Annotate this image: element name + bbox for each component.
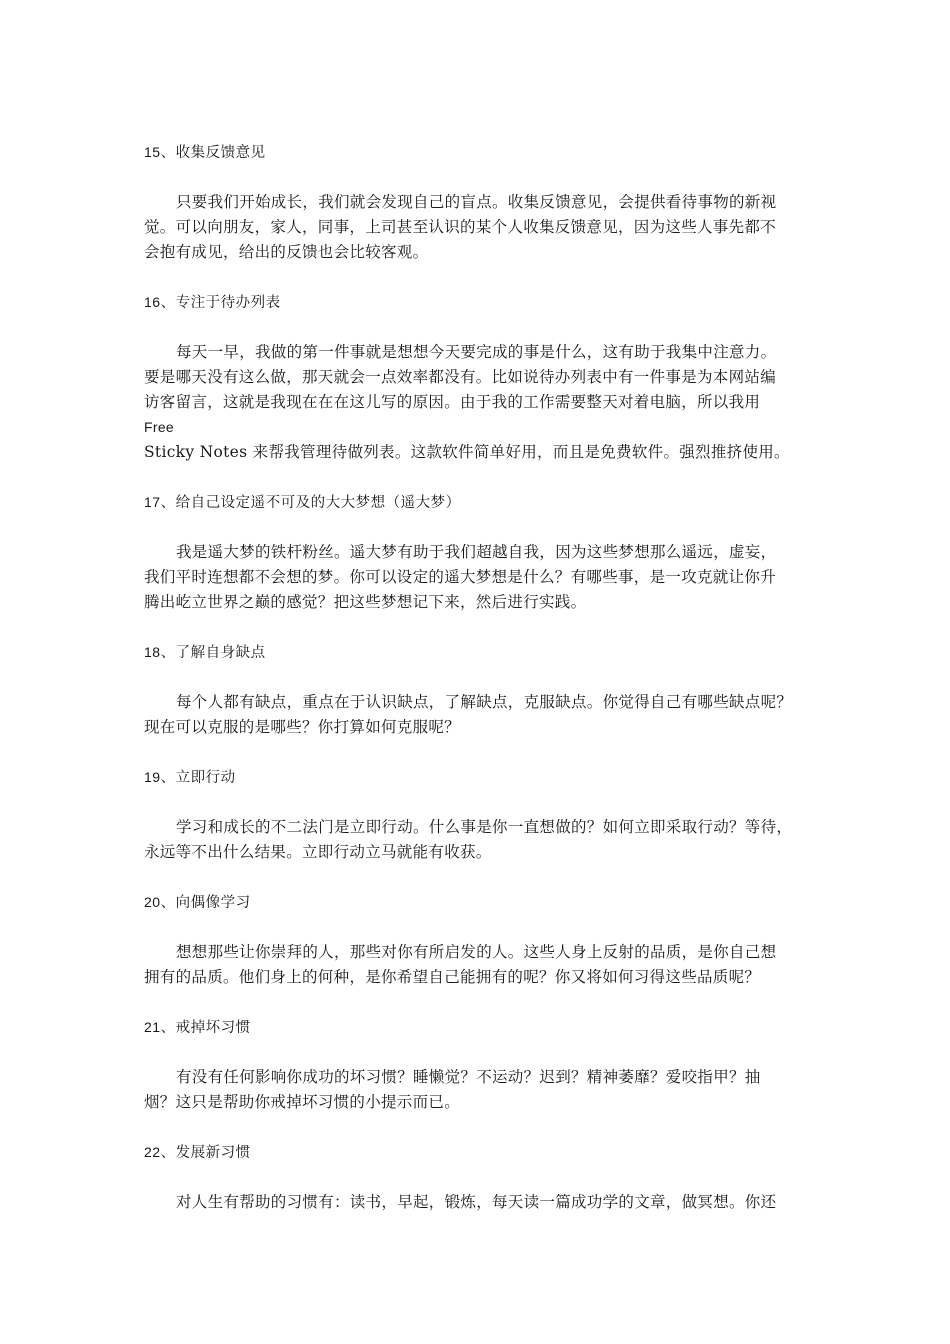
section-separator: 、	[160, 295, 176, 311]
document-page	[144, 140, 812, 1240]
paragraph-line: 想想那些让你崇拜的人，那些对你有所启发的人。这些人身上反射的品质，是你自己想	[176, 943, 777, 961]
section-heading	[144, 640, 812, 665]
section-paragraph	[144, 815, 812, 865]
section-separator: 、	[160, 1020, 176, 1036]
paragraph-line: 学习和成长的不二法门是立即行动。什么事是你一直想做的？如何立即采取行动？等待，	[176, 818, 793, 836]
section-number: 19	[144, 769, 161, 785]
section-paragraph	[144, 540, 812, 615]
paragraph-line: 拥有的品质。他们身上的何种，是你希望自己能拥有的呢？你又将如何习得这些品质呢？	[144, 968, 761, 986]
paragraph-line: Sticky Notes 来帮我管理待做列表。这款软件简单好用，而且是免费软件。强烈推挤使用。	[144, 443, 790, 461]
section-title: 发展新习惯	[175, 1145, 251, 1161]
paragraph-line: 永远等不出什么结果。立即行动立马就能有收获。	[144, 843, 492, 861]
section-heading	[144, 1015, 812, 1040]
section-paragraph	[144, 690, 812, 740]
section-number: 21	[144, 1019, 161, 1035]
paragraph-line: 现在可以克服的是哪些？你打算如何克服呢？	[144, 718, 461, 736]
section-number: 20	[144, 894, 161, 910]
section-title: 给自己设定遥不可及的大大梦想（遥大梦）	[175, 495, 461, 511]
section-separator: 、	[160, 145, 176, 161]
section-number: 22	[144, 1144, 161, 1160]
paragraph-line: 我们平时连想都不会想的梦。你可以设定的遥大梦想是什么？有哪些事，是一攻克就让你升	[144, 568, 777, 586]
paragraph-line: 腾出屹立世界之巅的感觉？把这些梦想记下来，然后进行实践。	[144, 593, 587, 611]
paragraph-line: 访客留言，这就是我现在在在这儿写的原因。由于我的工作需要整天对着电脑，所以我用	[144, 393, 761, 411]
section-title: 了解自身缺点	[175, 645, 266, 661]
section-title: 向偶像学习	[175, 895, 251, 911]
section-number: 17	[144, 494, 161, 510]
paragraph-line: 有没有任何影响你成功的坏习惯？睡懒觉？不运动？迟到？精神萎靡？爱咬指甲？抽	[176, 1068, 761, 1086]
section-paragraph	[144, 190, 812, 265]
section-separator: 、	[160, 1145, 176, 1161]
paragraph-line: 每个人都有缺点，重点在于认识缺点，了解缺点，克服缺点。你觉得自己有哪些缺点呢？	[176, 693, 793, 711]
paragraph-line: 要是哪天没有这么做，那天就会一点效率都没有。比如说待办列表中有一件事是为本网站编	[144, 368, 777, 386]
paragraph-line: Free	[144, 419, 174, 435]
section-heading	[144, 890, 812, 915]
paragraph-line: 觉。可以向朋友，家人，同事，上司甚至认识的某个人收集反馈意见，因为这些人事先都不	[144, 218, 777, 236]
section-separator: 、	[160, 770, 176, 786]
section-heading	[144, 140, 812, 165]
paragraph-line: 我是遥大梦的铁杆粉丝。遥大梦有助于我们超越自我，因为这些梦想那么遥远，虚妄，	[176, 543, 777, 561]
paragraph-line: 每天一早，我做的第一件事就是想想今天要完成的事是什么，这有助于我集中注意力。	[176, 343, 777, 361]
section-paragraph	[144, 940, 812, 990]
paragraph-line: 会抱有成见，给出的反馈也会比较客观。	[144, 243, 429, 261]
section-paragraph	[144, 1190, 812, 1215]
paragraph-line: 对人生有帮助的习惯有：读书，早起，锻炼，每天读一篇成功学的文章，做冥想。你还	[176, 1193, 777, 1211]
section-heading	[144, 765, 812, 790]
section-number: 15	[144, 144, 161, 160]
section-separator: 、	[160, 895, 176, 911]
section-heading	[144, 1140, 812, 1165]
section-number: 16	[144, 294, 161, 310]
section-paragraph	[144, 340, 812, 465]
section-heading	[144, 490, 812, 515]
section-paragraph	[144, 1065, 812, 1115]
paragraph-line: 只要我们开始成长，我们就会发现自己的盲点。收集反馈意见，会提供看待事物的新视	[176, 193, 777, 211]
section-number: 18	[144, 644, 161, 660]
section-separator: 、	[160, 495, 176, 511]
paragraph-line: 烟？这只是帮助你戒掉坏习惯的小提示而已。	[144, 1093, 461, 1111]
section-title: 立即行动	[175, 770, 236, 786]
section-heading	[144, 290, 812, 315]
section-title: 收集反馈意见	[175, 145, 266, 161]
section-title: 戒掉坏习惯	[175, 1020, 251, 1036]
section-title: 专注于待办列表	[175, 295, 281, 311]
section-separator: 、	[160, 645, 176, 661]
